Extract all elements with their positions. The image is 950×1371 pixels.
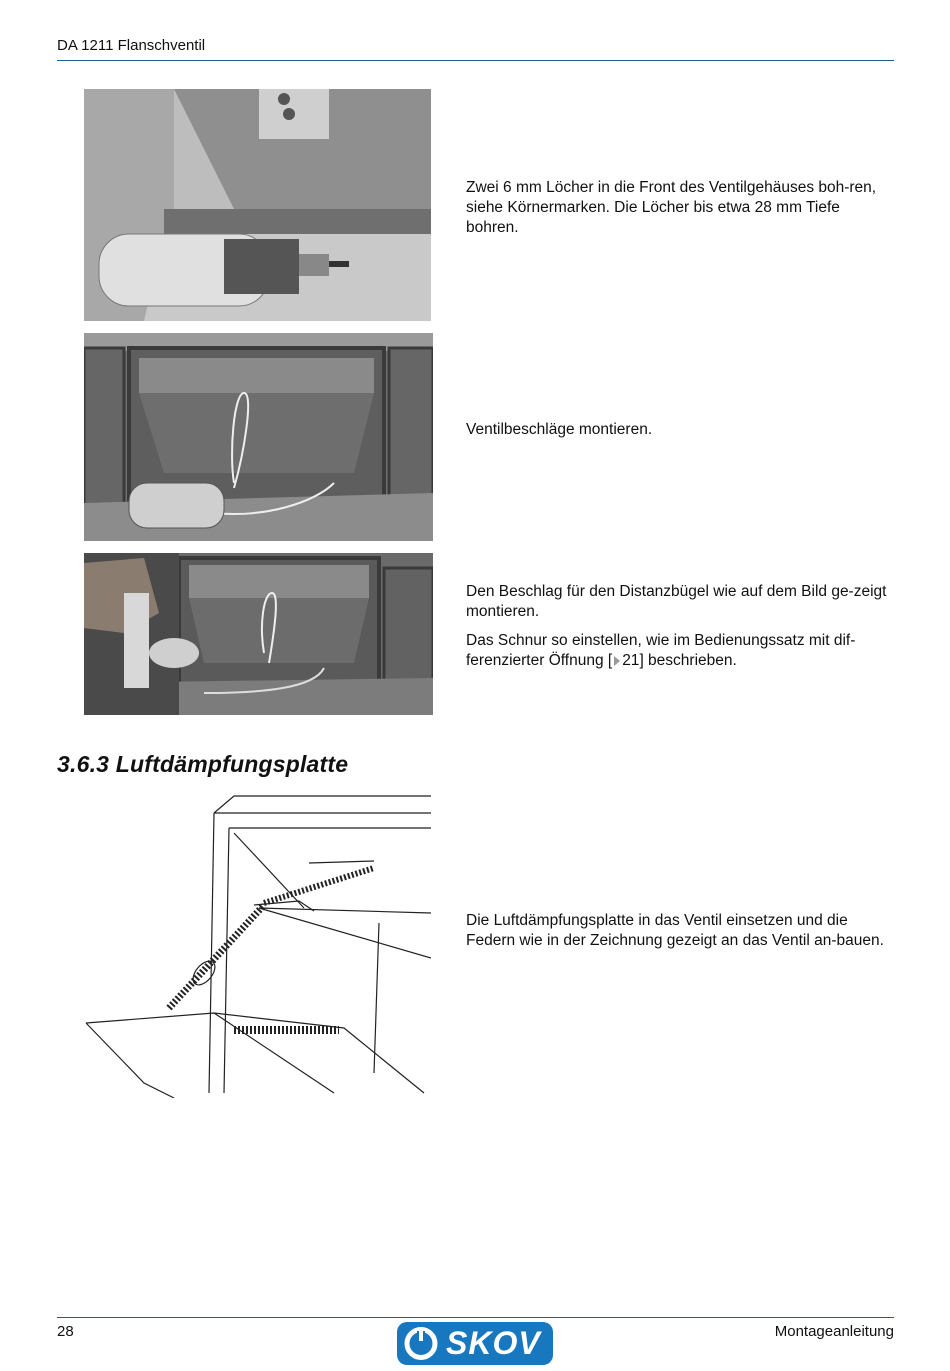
step-3-instructions (466, 582, 896, 680)
header-divider (57, 60, 894, 61)
drawing-air-damping-plate (84, 793, 431, 1098)
xref-text-after: ] beschrieben. (639, 652, 737, 669)
photo-drilling-holes (84, 89, 431, 321)
footer-divider (57, 1317, 894, 1318)
xref-page-number[interactable]: 21 (622, 652, 640, 669)
step-1-paragraph: Zwei 6 mm Löcher in die Front des Ventilgehäuses boh-ren, siehe Körnermarken. Die Löcher bis etwa 28 mm Tiefe bohren. (466, 179, 877, 236)
section-instructions (466, 911, 896, 960)
document-type-label: Montageanleitung (774, 1323, 894, 1340)
step-2-paragraph: Ventilbeschläge montieren. (466, 421, 653, 438)
photo-valve-fittings (84, 333, 433, 541)
step-3-paragraph: Den Beschlag für den Distanzbügel wie auf dem Bild ge-zeigt montieren. (466, 583, 887, 620)
photo-spacer-bracket (84, 553, 433, 715)
section-paragraph: Die Luftdämpfungsplatte in das Ventil einsetzen und die Federn wie in der Zeichnung gezeigt an das Ventil an-bauen. (466, 912, 884, 949)
step-3-xref-paragraph (466, 631, 896, 671)
step-1-instructions (466, 178, 896, 247)
document-title: DA 1211 Flanschventil (57, 37, 206, 54)
section-heading: 3.6.3 Luftdämpfungsplatte (57, 751, 349, 777)
logo-wordmark: SKOV (446, 1325, 541, 1361)
step-2-instructions (466, 420, 896, 449)
xref-text-before: Das Schnur so einstellen, wie im Bedienungssatz mit dif-ferenzierter Öffnung [ (466, 632, 856, 669)
page-reference-arrow-icon (614, 656, 620, 666)
page-number: 28 (57, 1323, 74, 1340)
skov-logo (396, 1321, 554, 1366)
